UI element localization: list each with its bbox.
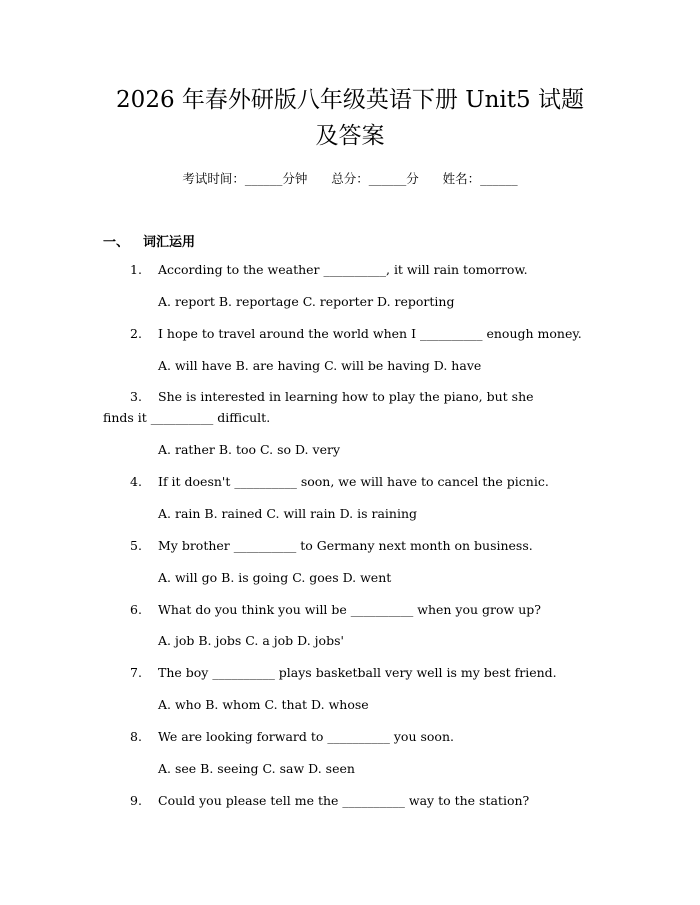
exam-title-line1: 2026 年春外研版八年级英语下册 Unit5 试题 [116, 87, 584, 113]
question-number: 5. [130, 538, 142, 553]
question-text: Could you please tell me the __________ way to the station? [158, 793, 530, 808]
question-text: My brother __________ to Germany next month on business. [158, 538, 533, 553]
question-5-options: A. will go B. is going C. goes D. went [158, 570, 392, 585]
question-5 [130, 538, 533, 553]
question-number: 2. [130, 326, 142, 341]
question-text: If it doesn't __________ soon, we will have to cancel the picnic. [158, 474, 549, 489]
question-text: According to the weather __________, it will rain tomorrow. [158, 262, 528, 277]
section-number: 一、 [103, 235, 130, 250]
exam-title [60, 82, 640, 154]
question-number: 3. [130, 389, 142, 404]
question-6-options: A. job B. jobs C. a job D. jobs' [158, 633, 344, 648]
question-text: We are looking forward to __________ you soon. [158, 729, 454, 744]
question-1 [130, 262, 528, 277]
question-1-options: A. report B. reportage C. reporter D. reporting [158, 294, 455, 309]
question-3 [130, 389, 534, 404]
question-number: 4. [130, 474, 142, 489]
question-4 [130, 474, 549, 489]
question-2 [130, 326, 582, 341]
question-8-options: A. see B. seeing C. saw D. seen [158, 761, 355, 776]
question-3-options: A. rather B. too C. so D. very [158, 442, 341, 457]
question-4-options: A. rain B. rained C. will rain D. is raining [158, 506, 418, 521]
question-text: I hope to travel around the world when I __________ enough money. [158, 326, 582, 341]
question-text: The boy __________ plays basketball very well is my best friend. [158, 665, 557, 680]
question-text: She is interested in learning how to play the piano, but she [158, 389, 534, 404]
question-number: 8. [130, 729, 142, 744]
question-number: 9. [130, 793, 142, 808]
question-number: 7. [130, 665, 142, 680]
exam-meta-line: 考试时间：______分钟 总分：______分 姓名：______ [182, 171, 518, 186]
section-heading [103, 231, 195, 250]
question-number: 1. [130, 262, 142, 277]
question-7-options: A. who B. whom C. that D. whose [158, 697, 369, 712]
question-2-options: A. will have B. are having C. will be having D. have [158, 358, 482, 373]
question-8 [130, 729, 454, 744]
question-7 [130, 665, 557, 680]
section-title: 词汇运用 [143, 235, 196, 250]
question-6 [130, 602, 541, 617]
question-number: 6. [130, 602, 142, 617]
question-3-continuation: finds it __________ difficult. [103, 410, 271, 425]
question-text: What do you think you will be __________ when you grow up? [158, 602, 541, 617]
question-9 [130, 793, 529, 808]
exam-title-line2: 及答案 [315, 123, 385, 149]
